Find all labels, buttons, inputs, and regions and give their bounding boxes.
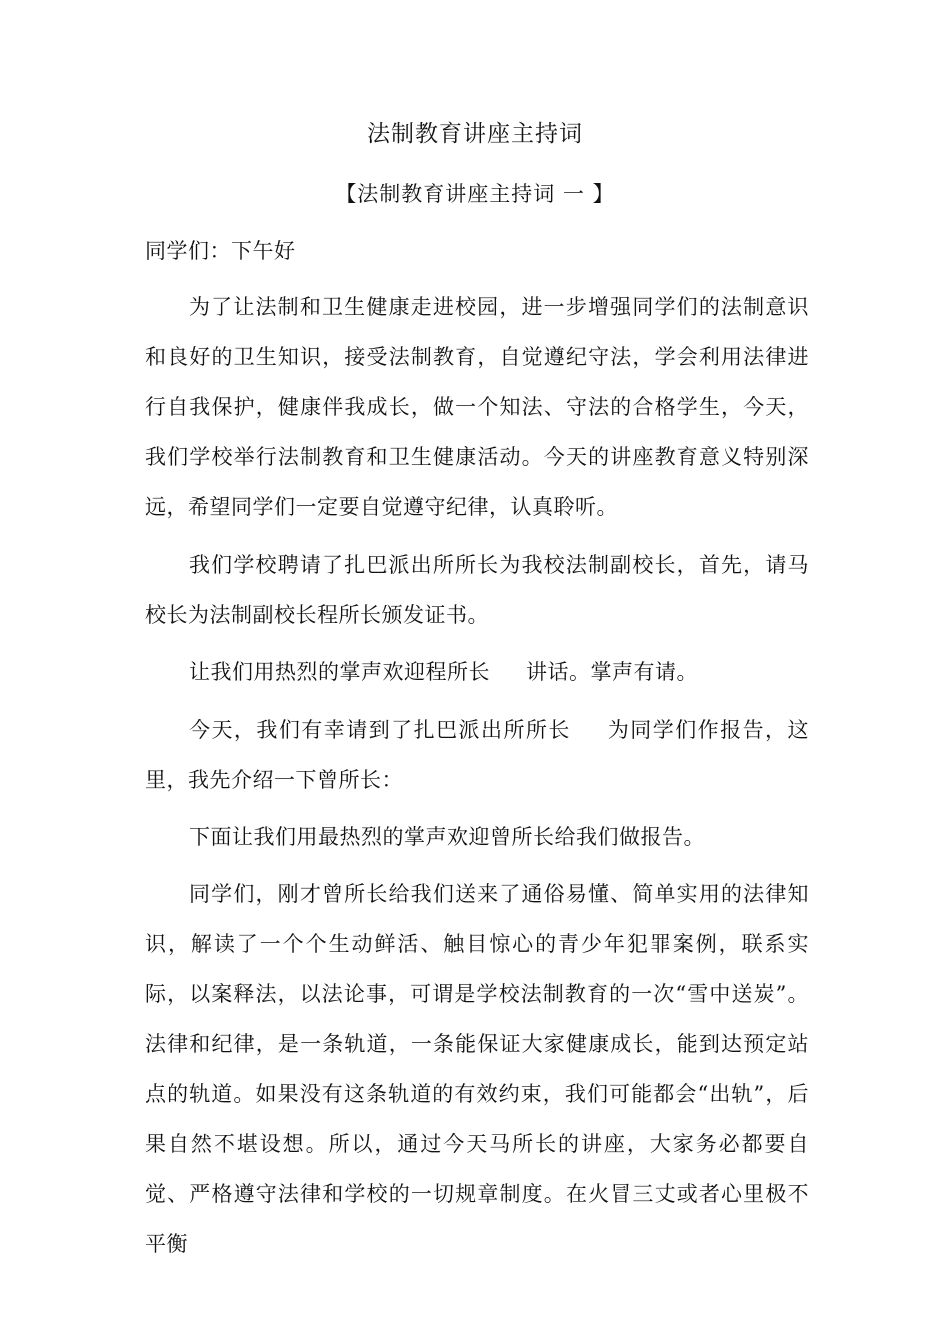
paragraph-summary: 同学们，刚才曾所长给我们送来了通俗易懂、简单实用的法律知识，解读了一个个生动鲜活、触目惊心的青少年犯罪案例，联系实际，以案释法，以法论事，可谓是学校法制教育的一次“雪中送炭”。法律和纪律，是一条轨道，一条能保证大家健康成长，能到达预定站点的轨道。如果没有这条轨道的有效约束，我们可能都会“出轨”，后果自然不堪设想。所以，通过今天马所长的讲座，大家务必都要自觉、严格遵守法律和学校的一切规章制度。在火冒三丈或者心里极不平衡 <box>145 882 809 1256</box>
greeting-line: 同学们：下午好 <box>145 239 296 263</box>
section-heading: 【法制教育讲座主持词 一 】 <box>335 182 615 206</box>
paragraph-introduce-speaker <box>145 705 809 805</box>
paragraph-welcome-speech-part2: 讲话。掌声有请。 <box>526 660 698 684</box>
paragraph-introduce-speaker-part1: 今天，我们有幸请到了扎巴派出所所长 <box>189 718 571 742</box>
document-title: 法制教育讲座主持词 <box>367 121 583 147</box>
paragraph-introduce-speaker-part2: 为同学们作报告，这里，我先介绍一下曾所长： <box>145 718 810 792</box>
paragraph-certificate: 我们学校聘请了扎巴派出所所长为我校法制副校长，首先，请马校长为法制副校长程所长颁发证书。 <box>145 553 809 627</box>
paragraph-welcome-speech <box>145 647 809 697</box>
paragraph-welcome-speech-part1: 让我们用热烈的掌声欢迎程所长 <box>189 660 490 684</box>
paragraph-intro: 为了让法制和卫生健康走进校园，进一步增强同学们的法制意识和良好的卫生知识，接受法制教育，自觉遵纪守法，学会利用法律进行自我保护，健康伴我成长，做一个知法、守法的合格学生，今天，我们学校举行法制教育和卫生健康活动。今天的讲座教育意义特别深远，希望同学们一定要自觉遵守纪律，认真聆听。 <box>145 295 809 519</box>
paragraph-report-welcome: 下面让我们用最热烈的掌声欢迎曾所长给我们做报告。 <box>189 825 705 849</box>
